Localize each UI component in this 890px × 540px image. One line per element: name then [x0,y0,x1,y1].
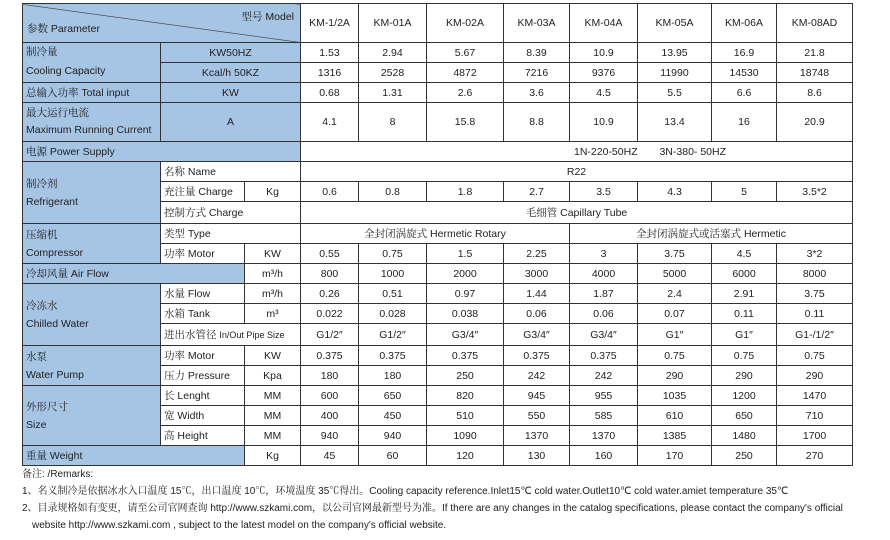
refrigerant-charge-value: 4.3 [638,182,712,202]
cooling-kw-value: 13.95 [638,43,712,63]
size-height-value: 940 [301,426,359,446]
compressor-type-hermetic: 全封闭涡旋式或活塞式 Hermetic [570,224,853,244]
weight-unit: Kg [245,446,301,466]
pump-motor-value: 0.375 [504,346,570,366]
total-input-value: 8.6 [777,83,853,103]
max-current-value: 8 [359,103,427,142]
pump-motor-value: 0.375 [570,346,638,366]
pump-motor-value: 0.75 [777,346,853,366]
chilled-flow-value: 2.4 [638,284,712,304]
cooling-capacity-label [23,43,161,83]
power-supply-three-phase: 3N-380- 50HZ [659,145,726,158]
total-input-value: 2.6 [427,83,504,103]
airflow-value: 8000 [777,264,853,284]
compressor-label-en: Compressor [26,246,84,259]
cooling-kw-unit: KW50HZ [161,43,301,63]
pump-pressure-value: 180 [301,366,359,386]
size-width-value: 610 [638,406,712,426]
remarks-title: 备注: /Remarks: [22,469,94,480]
size-height-value: 1370 [570,426,638,446]
size-length-value: 955 [570,386,638,406]
size-length-row [23,386,853,406]
header-diagonal-cell [23,4,301,43]
compressor-motor-value: 3*2 [777,244,853,264]
size-label [23,386,161,446]
model-name: KM-01A [359,4,427,43]
size-width-value: 650 [712,406,777,426]
compressor-motor-value: 1.5 [427,244,504,264]
max-current-row [23,103,853,142]
cooling-kcal-value: 9376 [570,63,638,83]
cooling-kw-value: 16.9 [712,43,777,63]
pump-motor-label: 功率 Motor [161,346,245,366]
chilled-water-label-cn: 冷冻水 [26,299,58,312]
refrigerant-label-en: Refrigerant [26,195,78,208]
pump-pressure-value: 242 [570,366,638,386]
model-name: KM-03A [504,4,570,43]
size-length-value: 1470 [777,386,853,406]
compressor-motor-label: 功率 Motor [161,244,245,264]
total-input-unit: KW [161,83,301,103]
pump-pressure-value: 290 [712,366,777,386]
water-pump-label-en: Water Pump [26,368,84,381]
chilled-flow-value: 0.51 [359,284,427,304]
weight-value: 45 [301,446,359,466]
cooling-label-cn: 制冷量 [26,46,58,58]
chilled-tank-value: 0.028 [359,304,427,324]
size-width-unit: MM [245,406,301,426]
chilled-water-label-en: Chilled Water [26,317,89,330]
pump-motor-value: 0.375 [301,346,359,366]
remarks-note-2-continued: website http://www.szkami.com , subject to the latest model on the company's official website. [32,520,447,531]
cooling-kcal-value: 11990 [638,63,712,83]
total-input-value: 3.6 [504,83,570,103]
max-current-value: 15.8 [427,103,504,142]
weight-row [23,446,853,466]
weight-value: 170 [638,446,712,466]
cooling-kcal-value: 18748 [777,63,853,83]
cooling-kcal-value: 1316 [301,63,359,83]
size-length-value: 820 [427,386,504,406]
remarks-note-1: 1、名义制冷是依据冰水入口温度 15℃，出口温度 10℃，环境温度 35℃得出。Cooling capacity reference.Inlet15℃ cold water.Outlet10℃ cold water.amiet temperature 35℃ [22,486,789,497]
refrigerant-name-row [23,162,853,182]
refrigerant-name-value: R22 [301,162,853,182]
water-pump-label-cn: 水泵 [26,350,47,363]
airflow-row [23,264,853,284]
max-current-value: 4.1 [301,103,359,142]
size-length-value: 1035 [638,386,712,406]
pump-pressure-label: 压力 Pressure [161,366,245,386]
pump-pressure-unit: Kpa [245,366,301,386]
chilled-pipe-value: G1/2″ [301,324,359,346]
refrigerant-charge-value: 0.6 [301,182,359,202]
chilled-pipe-value: G1/2″ [359,324,427,346]
chilled-flow-value: 1.87 [570,284,638,304]
airflow-value: 5000 [638,264,712,284]
compressor-type-row [23,224,853,244]
size-width-value: 450 [359,406,427,426]
pump-motor-value: 0.375 [427,346,504,366]
water-pump-label [23,346,161,386]
spec-table [22,3,853,466]
airflow-value: 3000 [504,264,570,284]
chilled-pipe-label [161,324,301,346]
chilled-flow-value: 3.75 [777,284,853,304]
chilled-tank-value: 0.07 [638,304,712,324]
chilled-flow-value: 0.97 [427,284,504,304]
cooling-kcal-value: 2528 [359,63,427,83]
refrigerant-control-label: 控制方式 Charge [161,202,301,224]
max-current-label [23,103,161,142]
cooling-kcal-value: 14530 [712,63,777,83]
compressor-label-cn: 压缩机 [26,228,58,241]
size-length-label: 长 Lenght [161,386,245,406]
chilled-pipe-value: G1″ [712,324,777,346]
max-current-value: 16 [712,103,777,142]
refrigerant-charge-value: 1.8 [427,182,504,202]
cooling-kcal-value: 4872 [427,63,504,83]
cooling-kw-value: 1.53 [301,43,359,63]
cooling-kw-row [23,43,853,63]
airflow-label: 冷却风量 Air Flow [23,264,245,284]
chilled-tank-label: 水箱 Tank [161,304,245,324]
chilled-flow-unit: m³/h [245,284,301,304]
compressor-motor-value: 2.25 [504,244,570,264]
compressor-label [23,224,161,264]
parameter-header-label: 参数 Parameter [27,23,100,35]
total-input-row [23,83,853,103]
size-height-unit: MM [245,426,301,446]
model-name: KM-02A [427,4,504,43]
chilled-flow-value: 1.44 [504,284,570,304]
weight-value: 60 [359,446,427,466]
total-input-value: 1.31 [359,83,427,103]
weight-label: 重量 Weight [23,446,245,466]
total-input-label: 总输入功率 Total input [23,83,161,103]
compressor-motor-value: 4.5 [712,244,777,264]
compressor-motor-value: 3.75 [638,244,712,264]
pump-pressure-value: 250 [427,366,504,386]
total-input-value: 4.5 [570,83,638,103]
compressor-motor-value: 3 [570,244,638,264]
size-height-value: 1385 [638,426,712,446]
airflow-value: 1000 [359,264,427,284]
total-input-value: 6.6 [712,83,777,103]
refrigerant-charge-value: 5 [712,182,777,202]
chilled-tank-value: 0.038 [427,304,504,324]
model-name: KM-05A [638,4,712,43]
chilled-tank-value: 0.11 [777,304,853,324]
chilled-tank-value: 0.06 [570,304,638,324]
header-row [23,4,853,43]
chilled-pipe-value: G3/4″ [504,324,570,346]
refrigerant-charge-label: 充注量 Charge [161,182,245,202]
refrigerant-charge-unit: Kg [245,182,301,202]
chilled-water-label [23,284,161,346]
compressor-motor-unit: KW [245,244,301,264]
size-length-value: 1200 [712,386,777,406]
chilled-pipe-label-cn: 进出水管径 [164,328,217,341]
refrigerant-charge-value: 3.5 [570,182,638,202]
cooling-kw-value: 21.8 [777,43,853,63]
airflow-value: 6000 [712,264,777,284]
size-length-value: 945 [504,386,570,406]
size-width-value: 585 [570,406,638,426]
chilled-tank-value: 0.022 [301,304,359,324]
size-length-value: 600 [301,386,359,406]
refrigerant-label [23,162,161,224]
refrigerant-control-value: 毛细管 Capillary Tube [301,202,853,224]
cooling-kw-value: 5.67 [427,43,504,63]
pump-motor-row [23,346,853,366]
chilled-flow-label: 水量 Flow [161,284,245,304]
compressor-motor-value: 0.75 [359,244,427,264]
compressor-type-label: 类型 Type [161,224,301,244]
airflow-value: 2000 [427,264,504,284]
size-width-value: 710 [777,406,853,426]
cooling-label-en: Cooling Capacity [26,65,106,77]
weight-value: 130 [504,446,570,466]
chilled-pipe-value: G3/4″ [427,324,504,346]
chilled-tank-value: 0.06 [504,304,570,324]
pump-motor-value: 0.375 [359,346,427,366]
power-supply-value [301,142,853,162]
chilled-flow-row [23,284,853,304]
size-height-value: 1370 [504,426,570,446]
airflow-unit: m³/h [245,264,301,284]
power-supply-single-phase: 1N-220-50HZ [574,145,638,158]
chilled-tank-unit: m³ [245,304,301,324]
max-current-value: 13.4 [638,103,712,142]
size-height-value: 1090 [427,426,504,446]
total-input-value: 5.5 [638,83,712,103]
model-name: KM-04A [570,4,638,43]
chilled-flow-value: 0.26 [301,284,359,304]
cooling-kcal-unit: Kcal/h 50KZ [161,63,301,83]
pump-pressure-value: 180 [359,366,427,386]
refrigerant-charge-value: 3.5*2 [777,182,853,202]
pump-motor-unit: KW [245,346,301,366]
pump-pressure-value: 290 [638,366,712,386]
remarks-section [22,466,843,534]
refrigerant-name-label: 名称 Name [161,162,301,182]
max-current-value: 8.8 [504,103,570,142]
pump-motor-value: 0.75 [712,346,777,366]
total-input-value: 0.68 [301,83,359,103]
chilled-flow-value: 2.91 [712,284,777,304]
max-current-value: 10.9 [570,103,638,142]
power-supply-row [23,142,853,162]
size-length-value: 650 [359,386,427,406]
size-width-value: 550 [504,406,570,426]
refrigerant-label-cn: 制冷剂 [26,177,58,190]
chilled-tank-value: 0.11 [712,304,777,324]
cooling-kw-value: 8.39 [504,43,570,63]
cooling-kw-value: 2.94 [359,43,427,63]
weight-value: 120 [427,446,504,466]
size-label-en: Size [26,418,47,431]
weight-value: 270 [777,446,853,466]
airflow-value: 800 [301,264,359,284]
chilled-pipe-value: G1-/1/2″ [777,324,853,346]
size-height-label: 高 Height [161,426,245,446]
size-length-unit: MM [245,386,301,406]
power-supply-label: 电源 Power Supply [23,142,301,162]
size-width-value: 400 [301,406,359,426]
model-header-label: 型号 Model [241,11,294,23]
model-name: KM-1/2A [301,4,359,43]
size-label-cn: 外形尺寸 [26,400,68,413]
model-name: KM-06A [712,4,777,43]
model-name: KM-08AD [777,4,853,43]
weight-value: 160 [570,446,638,466]
cooling-kcal-value: 7216 [504,63,570,83]
cooling-kw-value: 10.9 [570,43,638,63]
size-height-value: 940 [359,426,427,446]
compressor-type-rotary: 全封闭涡旋式 Hermetic Rotary [301,224,570,244]
refrigerant-charge-value: 2.7 [504,182,570,202]
size-width-value: 510 [427,406,504,426]
pump-pressure-value: 242 [504,366,570,386]
max-current-unit: A [161,103,301,142]
max-current-label-cn: 最大运行电流 [26,107,89,119]
compressor-motor-value: 0.55 [301,244,359,264]
refrigerant-charge-value: 0.8 [359,182,427,202]
size-height-value: 1480 [712,426,777,446]
chilled-pipe-value: G1″ [638,324,712,346]
chilled-pipe-label-en: In/Out Pipe Size [219,329,285,340]
remarks-note-2: 2、目录规格如有变更，请至公司官网查询 http://www.szkami.com，以公司官网最新型号为准。If there are any changes in the catalog specifications, please contact the company's official [22,503,843,514]
max-current-value: 20.9 [777,103,853,142]
size-height-value: 1700 [777,426,853,446]
chilled-pipe-value: G3/4″ [570,324,638,346]
pump-pressure-value: 290 [777,366,853,386]
max-current-label-en: Maximum Running Current [26,124,152,136]
pump-motor-value: 0.75 [638,346,712,366]
weight-value: 250 [712,446,777,466]
airflow-value: 4000 [570,264,638,284]
size-width-label: 宽 Width [161,406,245,426]
